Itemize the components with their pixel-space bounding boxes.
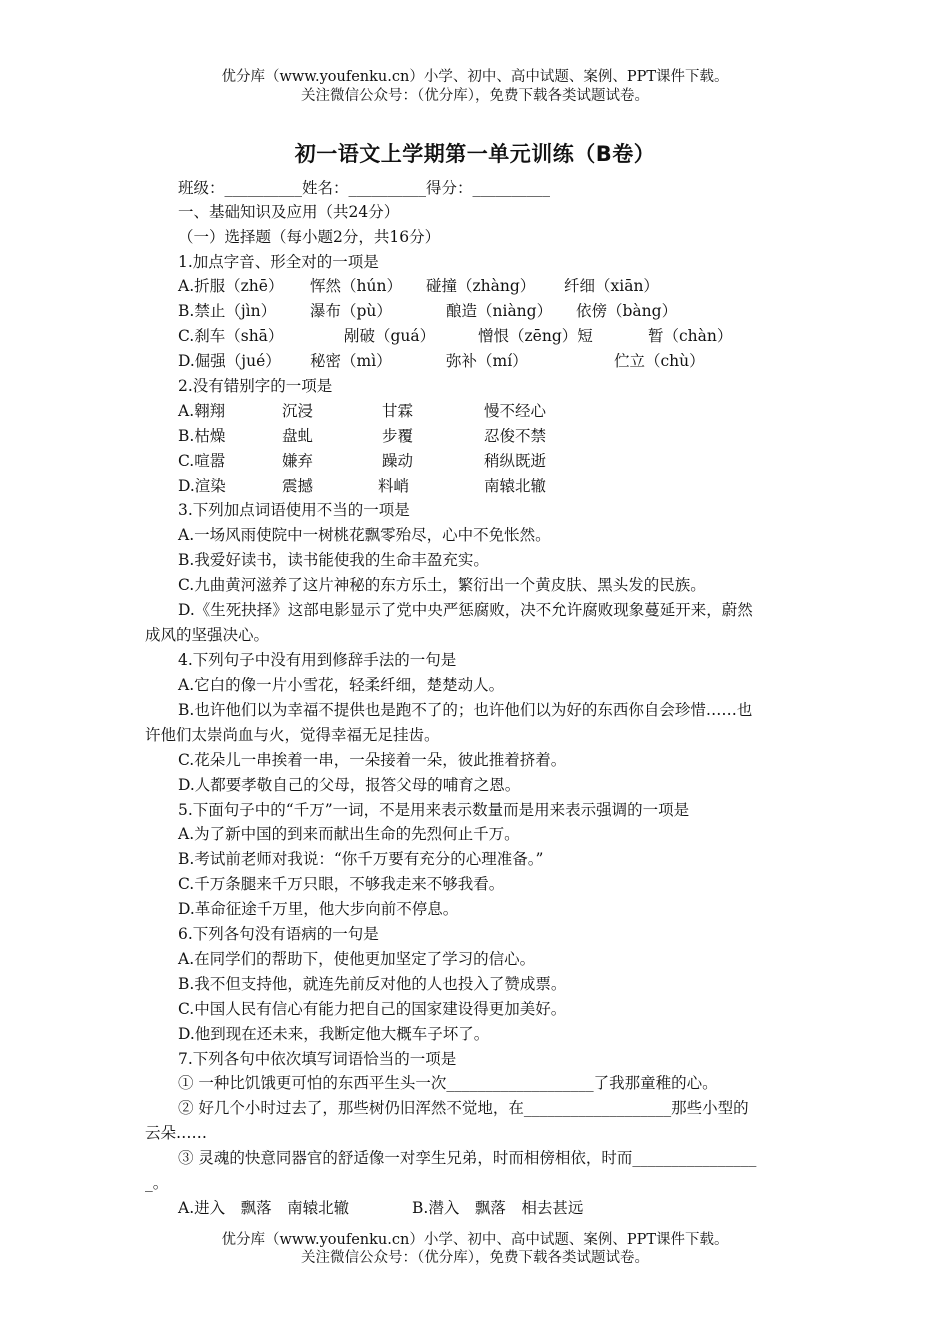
question-3-option-c: C.九曲黄河滋养了这片神秘的东方乐土，繁衍出一个黄皮肤、黑头发的民族。 xyxy=(178,576,706,594)
question-3-option-b: B.我爱好读书，读书能使我的生命丰盈充实。 xyxy=(178,551,489,569)
section-heading: 一、基础知识及应用（共24分） xyxy=(178,203,400,221)
student-info: 班级：__________姓名：__________得分：__________ xyxy=(178,179,551,197)
option-cell: 秘密（mì） xyxy=(310,352,392,370)
question-5-option-c: C.千万条腿来千万只眼，不够我走来不够我看。 xyxy=(178,875,505,893)
option-cell: A.折服（zhē） xyxy=(178,277,284,295)
option-cell: 弥补（mí） xyxy=(446,352,528,370)
option-cell: 沉浸 xyxy=(282,402,314,420)
option-cell: 躁动 xyxy=(382,452,414,470)
option-cell: 恽然（hún） xyxy=(310,277,402,295)
question-3-option-d-line-2: 成风的坚强决心。 xyxy=(145,626,270,644)
option-cell: 步覆 xyxy=(382,427,414,445)
option-cell: 震撼 xyxy=(282,477,314,495)
option-cell: 酿造（niàng） xyxy=(446,302,553,320)
option-cell: 伫立（chù） xyxy=(614,352,705,370)
header-line-2: 关注微信公众号：（优分库），免费下载各类试题试卷。 xyxy=(301,88,649,104)
option-cell: D.渲染 xyxy=(178,477,226,495)
question-5-option-d: D.革命征途千万里，他大步向前不停息。 xyxy=(178,900,459,918)
option-cell: B.禁止（jìn） xyxy=(178,302,277,320)
question-6-option-b: B.我不但支持他，就连先前反对他的人也投入了赞成票。 xyxy=(178,975,567,993)
option-cell: 忍俊不禁 xyxy=(484,427,547,445)
question-5-option-a: A.为了新中国的到来而献出生命的先烈何止千万。 xyxy=(178,825,520,843)
header-line-1: 优分库（www.youfenku.cn）小学、初中、高中试题、案例、PPT课件下载。 xyxy=(221,69,729,85)
footer-line-2: 关注微信公众号：（优分库），免费下载各类试题试卷。 xyxy=(301,1250,649,1266)
option-cell: 暂（chàn） xyxy=(648,327,733,345)
option-cell: 甘霖 xyxy=(382,402,414,420)
question-7-sentence-2-line-1: ② 好几个小时过去了，那些树仍旧浑然不觉地，在___________________那些小型的 xyxy=(178,1099,749,1117)
footer-line-1: 优分库（www.youfenku.cn）小学、初中、高中试题、案例、PPT课件下载。 xyxy=(221,1232,729,1248)
question-4-option-b-line-1: B.也许他们以为幸福不提供也是跑不了的；也许他们以为好的东西你自会珍惜……也 xyxy=(178,701,753,719)
question-4-option-b-line-2: 许他们太崇尚血与火，觉得幸福无足挂齿。 xyxy=(145,726,440,744)
option-b: B.潜入 飘落 相去甚远 xyxy=(412,1199,584,1217)
question-4-option-c: C.花朵儿一串挨着一串，一朵接着一朵，彼此推着挤着。 xyxy=(178,751,567,769)
question-4-option-d: D.人都要孝敬自己的父母，报答父母的哺育之恩。 xyxy=(178,776,521,794)
option-cell: 依傍（bàng） xyxy=(576,302,678,320)
question-6-option-c: C.中国人民有信心有能力把自己的国家建设得更加美好。 xyxy=(178,1000,567,1018)
subsection-heading: （一）选择题（每小题2分，共16分） xyxy=(178,228,441,246)
option-cell: A.翱翔 xyxy=(178,402,226,420)
question-6-option-a: A.在同学们的帮助下，使他更加坚定了学习的信心。 xyxy=(178,950,536,968)
option-cell: 纤细（xiān） xyxy=(564,277,659,295)
option-cell: 碰撞（zhàng） xyxy=(426,277,536,295)
option-cell: 慢不经心 xyxy=(484,402,547,420)
question-4-option-a: A.它白的像一片小雪花，轻柔纤细，楚楚动人。 xyxy=(178,676,505,694)
option-cell: C.喧嚣 xyxy=(178,452,226,470)
option-a: A.进入 飘落 南辕北辙 xyxy=(178,1199,350,1217)
option-cell: 剐破（guá） xyxy=(344,327,436,345)
question-4-stem: 4.下列句子中没有用到修辞手法的一句是 xyxy=(178,651,457,669)
question-7-sentence-3-line-2: _。 xyxy=(145,1174,169,1192)
question-3-option-a: A.一场风雨使院中一树桃花飘零殆尽，心中不免怅然。 xyxy=(178,526,551,544)
question-3-stem: 3.下列加点词语使用不当的一项是 xyxy=(178,501,410,519)
option-cell: C.刹车（shā） xyxy=(178,327,284,345)
option-cell: 稍纵既逝 xyxy=(484,452,547,470)
option-cell: D.倔强（jué） xyxy=(178,352,281,370)
question-1-stem: 1.加点字音、形全对的一项是 xyxy=(178,253,379,271)
question-5-stem: 5.下面句子中的“千万”一词，不是用来表示数量而是用来表示强调的一项是 xyxy=(178,801,690,819)
option-cell: 憎恨（zēng）短 xyxy=(478,327,593,345)
question-5-option-b: B.考试前老师对我说：“你千万要有充分的心理准备。” xyxy=(178,850,544,868)
question-7-sentence-3-line-1: ③ 灵魂的快意同器官的舒适像一对孪生兄弟，时而相傍相依，时而________________ xyxy=(178,1149,757,1167)
question-2-stem: 2.没有错别字的一项是 xyxy=(178,377,333,395)
question-6-stem: 6.下列各句没有语病的一句是 xyxy=(178,925,379,943)
page-title: 初一语文上学期第一单元训练（B卷） xyxy=(294,142,656,166)
option-cell: B.枯燥 xyxy=(178,427,226,445)
question-7-stem: 7.下列各句中依次填写词语恰当的一项是 xyxy=(178,1050,457,1068)
option-cell: 嫌弃 xyxy=(282,452,314,470)
option-cell: 南辕北辙 xyxy=(484,477,547,495)
question-6-option-d: D.他到现在还未来，我断定他大概车子坏了。 xyxy=(178,1025,490,1043)
option-cell: 料峭 xyxy=(378,477,410,495)
option-cell: 盘虬 xyxy=(282,427,314,445)
question-7-sentence-1: ① 一种比饥饿更可怕的东西平生头一次___________________了我那童稚的心。 xyxy=(178,1074,718,1092)
option-cell: 瀑布（pù） xyxy=(310,302,392,320)
question-7-sentence-2-line-2: 云朵…… xyxy=(145,1124,208,1142)
question-3-option-d-line-1: D.《生死抉择》这部电影显示了党中央严惩腐败，决不允许腐败现象蔓延开来，蔚然 xyxy=(178,601,753,619)
